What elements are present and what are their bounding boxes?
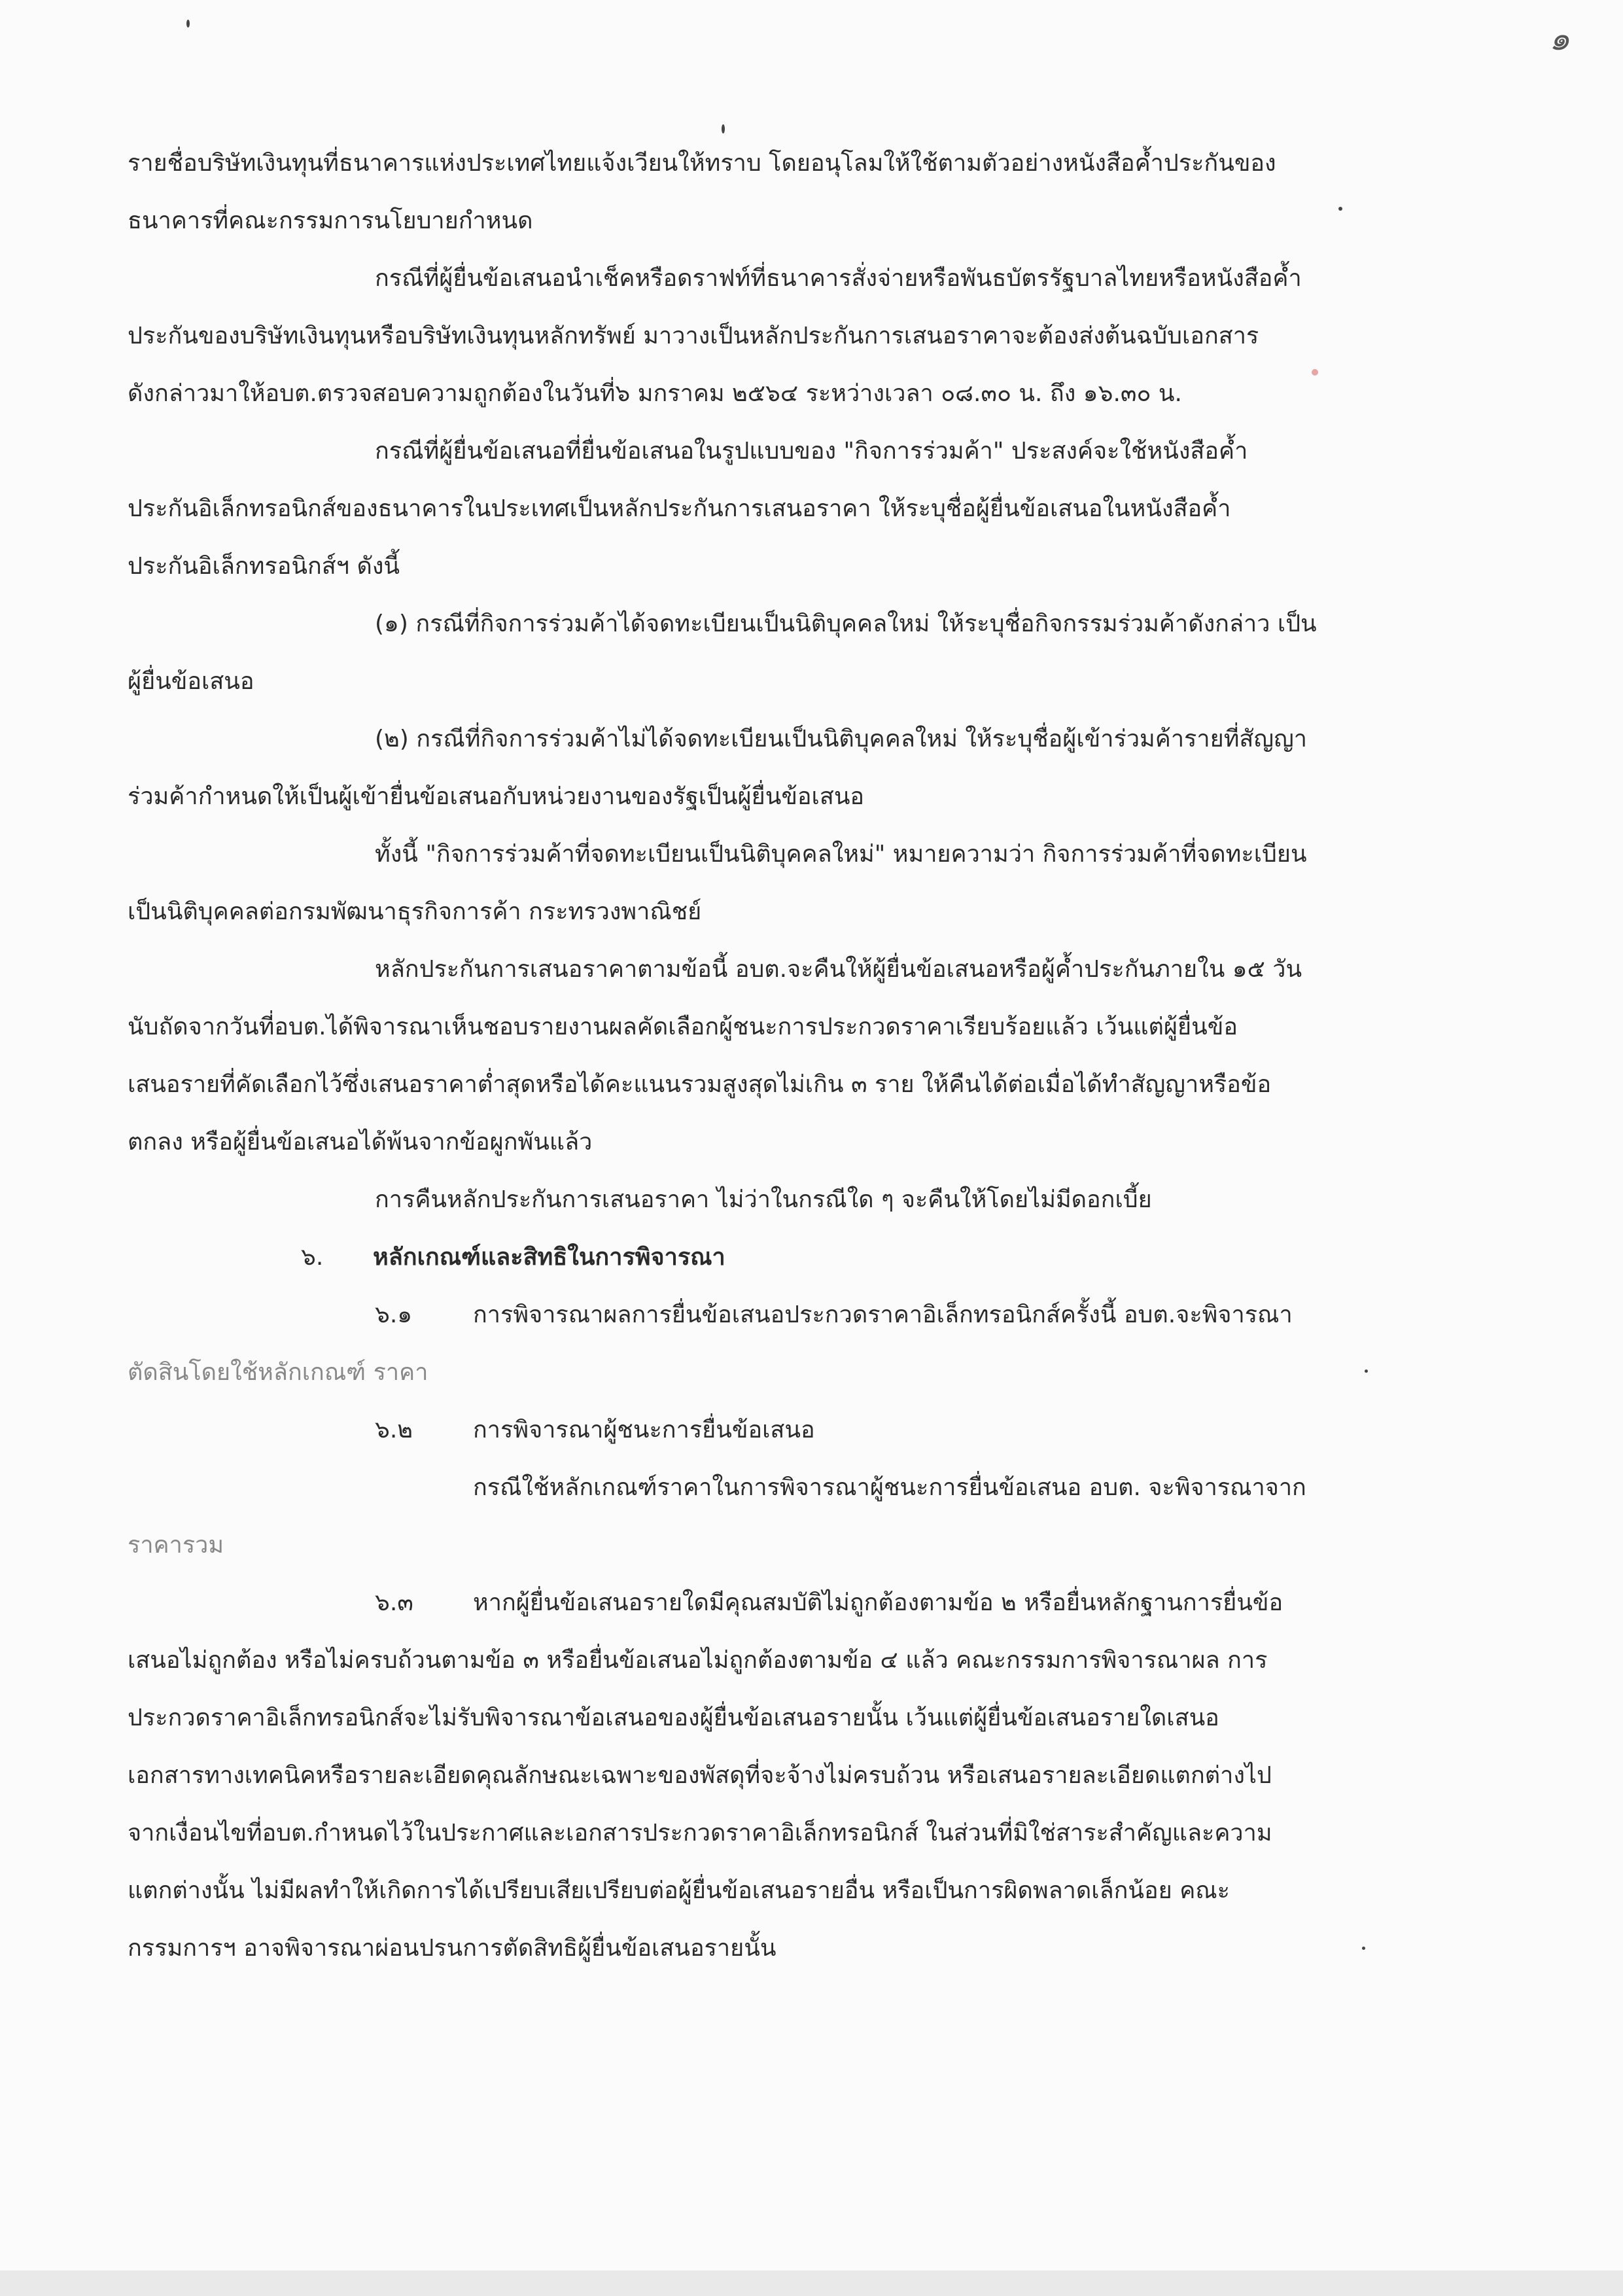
paragraph-line: กรณีที่ผู้ยื่นข้อเสนอนำเช็คหรือดราฟท์ที่ธนาคารสั่งจ่ายหรือพันธบัตรรัฐบาลไทยหรือหนังสือค้ำ xyxy=(375,265,1302,292)
subsection-text: การพิจารณาผู้ชนะการยื่นข้อเสนอ xyxy=(473,1417,815,1443)
scan-speck xyxy=(186,20,190,27)
scan-bottom-edge xyxy=(0,2270,1623,2296)
subsection-number: ๖.๓ xyxy=(375,1589,413,1616)
paragraph-line: ธนาคารที่คณะกรรมการนโยบายกำหนด xyxy=(128,207,533,234)
section-number: ๖. xyxy=(301,1244,324,1271)
paragraph-line: ประกันอิเล็กทรอนิกส์ของธนาคารในประเทศเป็นหลักประกันการเสนอราคา ให้ระบุชื่อผู้ยื่นข้อเสนอในหนังสือค้ำ xyxy=(128,495,1231,522)
subsection-6-3 xyxy=(375,1585,1283,1621)
paragraph-line: ประกันอิเล็กทรอนิกส์ฯ ดังนี้ xyxy=(128,553,400,580)
subsection-number: ๖.๑ xyxy=(375,1301,413,1328)
scan-speck xyxy=(1365,1369,1368,1373)
section-title: หลักเกณฑ์และสิทธิในการพิจารณา xyxy=(373,1244,725,1271)
paragraph-line: นับถัดจากวันที่อบต.ได้พิจารณาเห็นชอบรายงานผลคัดเลือกผู้ชนะการประกวดราคาเรียบร้อยแล้ว เว้นแต่ผู้ยื่นข้อ xyxy=(128,1014,1238,1040)
paragraph-line: จากเงื่อนไขที่อบต.กำหนดไว้ในประกาศและเอกสารประกวดราคาอิเล็กทรอนิกส์ ในส่วนที่มิใช่สาระสำคัญและความ xyxy=(128,1820,1272,1846)
paragraph-line: ผู้ยื่นข้อเสนอ xyxy=(128,668,254,695)
page-number: ๑ xyxy=(1549,20,1570,58)
paragraph-line: (๑) กรณีที่กิจการร่วมค้าได้จดทะเบียนเป็นนิติบุคคลใหม่ ให้ระบุชื่อกิจกรรมร่วมค้าดังกล่าว เป็น xyxy=(375,610,1317,637)
paragraph-line: เป็นนิติบุคคลต่อกรมพัฒนาธุรกิจการค้า กระทรวงพาณิชย์ xyxy=(128,898,702,925)
scan-speck xyxy=(1338,207,1342,211)
subsection-6-2 xyxy=(375,1412,815,1448)
subsection-6-1 xyxy=(375,1297,1293,1333)
subsection-text: การพิจารณาผลการยื่นข้อเสนอประกวดราคาอิเล็กทรอนิกส์ครั้งนี้ อบต.จะพิจารณา xyxy=(473,1301,1293,1328)
paragraph-line: (๒) กรณีที่กิจการร่วมค้าไม่ได้จดทะเบียนเป็นนิติบุคคลใหม่ ให้ระบุชื่อผู้เข้าร่วมค้ารายที่สัญญา xyxy=(375,726,1307,752)
section-heading xyxy=(301,1239,725,1275)
paragraph-line: ดังกล่าวมาให้อบต.ตรวจสอบความถูกต้องในวันที่๖ มกราคม ๒๕๖๔ ระหว่างเวลา ๐๘.๓๐ น. ถึง ๑๖.๓๐ น. xyxy=(128,380,1182,407)
paragraph-line: เอกสารทางเทคนิคหรือรายละเอียดคุณลักษณะเฉพาะของพัสดุที่จะจ้างไม่ครบถ้วน หรือเสนอรายละเอียดแตกต่างไป xyxy=(128,1762,1272,1789)
paragraph-line: ตัดสินโดยใช้หลักเกณฑ์ ราคา xyxy=(128,1359,428,1386)
paragraph-line: กรรมการฯ อาจพิจารณาผ่อนปรนการตัดสิทธิผู้ยื่นข้อเสนอรายนั้น xyxy=(128,1935,777,1962)
paragraph-line: กรณีที่ผู้ยื่นข้อเสนอที่ยื่นข้อเสนอในรูปแบบของ "กิจการร่วมค้า" ประสงค์จะใช้หนังสือค้ำ xyxy=(375,438,1248,465)
paragraph-line: กรณีใช้หลักเกณฑ์ราคาในการพิจารณาผู้ชนะการยื่นข้อเสนอ อบต. จะพิจารณาจาก xyxy=(473,1474,1306,1501)
paragraph-line: เสนอรายที่คัดเลือกไว้ซึ่งเสนอราคาต่ำสุดหรือได้คะแนนรวมสูงสุดไม่เกิน ๓ ราย ให้คืนได้ต่อเมื่อได้ทำสัญญาหรือข้อ xyxy=(128,1071,1272,1098)
paragraph-line: แตกต่างนั้น ไม่มีผลทำให้เกิดการได้เปรียบเสียเปรียบต่อผู้ยื่นข้อเสนอรายอื่น หรือเป็นการผิดพลาดเล็กน้อย คณะ xyxy=(128,1877,1230,1904)
scan-speck xyxy=(1312,369,1318,376)
scan-speck xyxy=(722,124,725,133)
subsection-number: ๖.๒ xyxy=(375,1417,413,1443)
paragraph-line: การคืนหลักประกันการเสนอราคา ไม่ว่าในกรณีใด ๆ จะคืนให้โดยไม่มีดอกเบี้ย xyxy=(375,1186,1152,1213)
paragraph-line: ราคารวม xyxy=(128,1532,224,1559)
paragraph-line: ประกวดราคาอิเล็กทรอนิกส์จะไม่รับพิจารณาข้อเสนอของผู้ยื่นข้อเสนอรายนั้น เว้นแต่ผู้ยื่นข้อเสนอรายใดเสนอ xyxy=(128,1704,1219,1731)
paragraph-line: เสนอไม่ถูกต้อง หรือไม่ครบถ้วนตามข้อ ๓ หรือยื่นข้อเสนอไม่ถูกต้องตามข้อ ๔ แล้ว คณะกรรมการพิจารณาผล การ xyxy=(128,1647,1268,1674)
paragraph-line: ตกลง หรือผู้ยื่นข้อเสนอได้พ้นจากข้อผูกพันแล้ว xyxy=(128,1129,593,1156)
paragraph-line: ร่วมค้ากำหนดให้เป็นผู้เข้ายื่นข้อเสนอกับหน่วยงานของรัฐเป็นผู้ยื่นข้อเสนอ xyxy=(128,783,865,810)
paragraph-line: ทั้งนี้ "กิจการร่วมค้าที่จดทะเบียนเป็นนิติบุคคลใหม่" หมายความว่า กิจการร่วมค้าที่จดทะเบียน xyxy=(375,841,1307,868)
paragraph-line: รายชื่อบริษัทเงินทุนที่ธนาคารแห่งประเทศไทยแจ้งเวียนให้ทราบ โดยอนุโลมให้ใช้ตามตัวอย่างหนังสือค้ำประกันของ xyxy=(128,150,1276,177)
paragraph-line: หลักประกันการเสนอราคาตามข้อนี้ อบต.จะคืนให้ผู้ยื่นข้อเสนอหรือผู้ค้ำประกันภายใน ๑๕ วัน xyxy=(375,956,1302,983)
subsection-text: หากผู้ยื่นข้อเสนอรายใดมีคุณสมบัติไม่ถูกต้องตามข้อ ๒ หรือยื่นหลักฐานการยื่นข้อ xyxy=(473,1589,1283,1616)
scan-speck xyxy=(1362,1947,1365,1950)
paragraph-line: ประกันของบริษัทเงินทุนหรือบริษัทเงินทุนหลักทรัพย์ มาวางเป็นหลักประกันการเสนอราคาจะต้องส่งต้นฉบับเอกสาร xyxy=(128,323,1259,349)
